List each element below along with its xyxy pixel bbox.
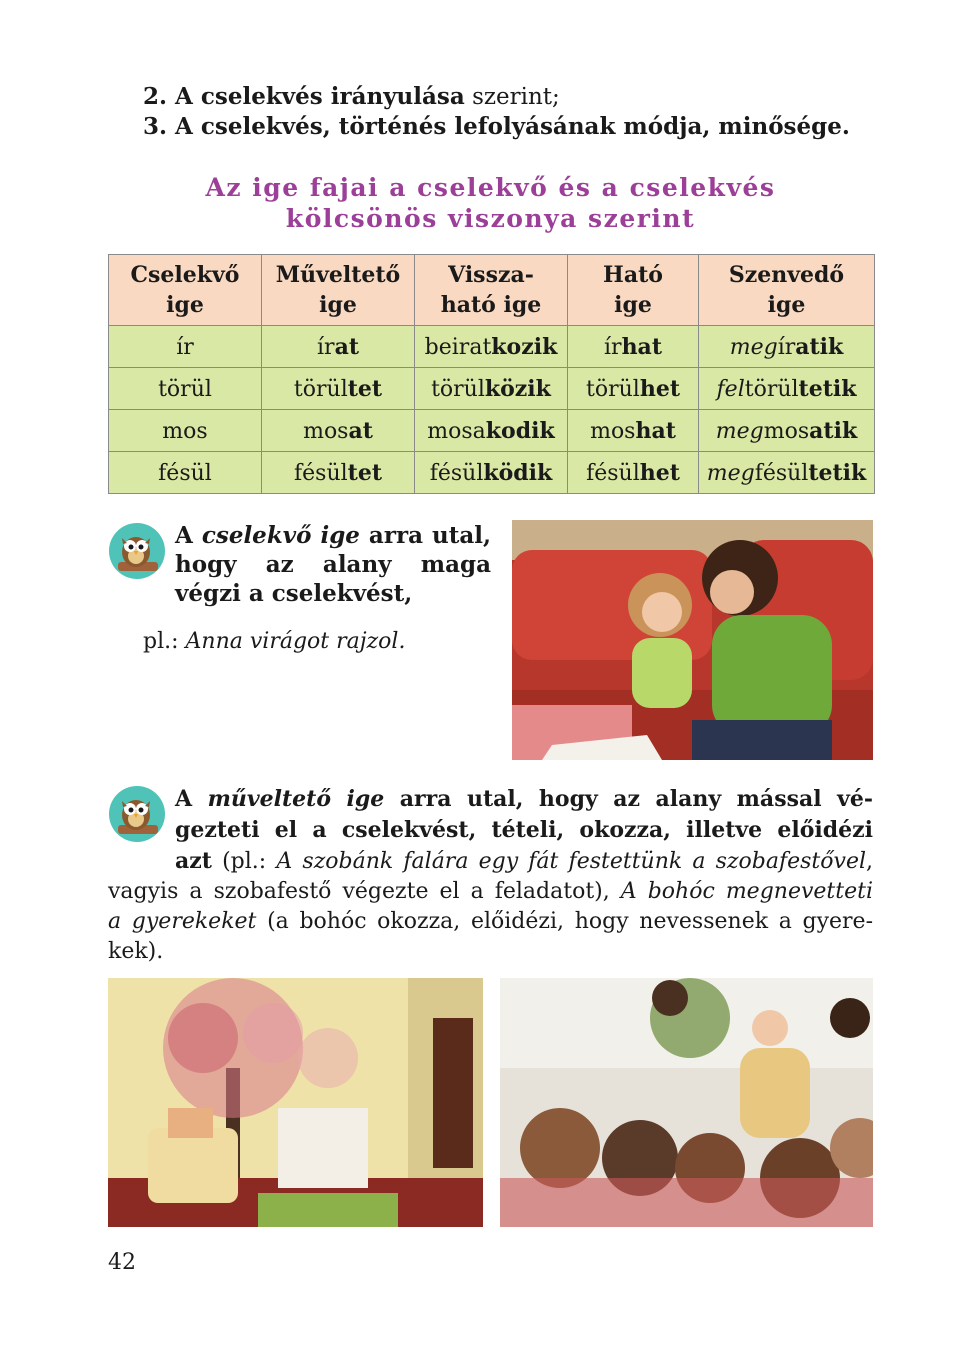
- definition-causative-verb: [108, 784, 873, 967]
- table-cell: beiratkozik: [415, 326, 568, 368]
- list-item-2: 2. A cselekvés irányulása szerint;: [143, 83, 560, 110]
- table-row: [109, 410, 875, 452]
- table-cell: mos: [109, 410, 262, 452]
- page-number: 42: [108, 1250, 136, 1275]
- definition-line: gezteti el a cselekvést, tételi, okozza, illetve előidézi: [175, 817, 873, 843]
- definition-line: a gyerekeket (a bohóc okozza, előidézi, hogy nevessenek a gyere-: [108, 909, 874, 934]
- table-row: [109, 452, 875, 494]
- table-cell: ír: [109, 326, 262, 368]
- example-text: pl.: Anna virágot rajzol.: [143, 629, 406, 654]
- table-cell: fésül: [109, 452, 262, 494]
- table-header-row: [109, 255, 875, 326]
- table-cell: írat: [262, 326, 415, 368]
- definition-line: kek).: [108, 939, 164, 964]
- table-cell: törültet: [262, 368, 415, 410]
- table-cell: mosat: [262, 410, 415, 452]
- table-cell: megmosatik: [699, 410, 875, 452]
- photo-mother-daughter-drawing: [512, 520, 873, 760]
- table-cell: fésültet: [262, 452, 415, 494]
- header-cell: Cselekvő ige: [109, 255, 262, 326]
- owl-icon: [108, 522, 166, 580]
- definition-line: azt (pl.: A szobánk falára egy fát festettünk a szobafestővel,: [175, 848, 874, 874]
- header-cell: Ható ige: [568, 255, 699, 326]
- header-cell: Műveltető ige: [262, 255, 415, 326]
- table-cell: törül: [109, 368, 262, 410]
- definition-line: A cselekvő ige arra utal,: [175, 522, 491, 549]
- definition-line: végzi a cselekvést,: [175, 580, 413, 607]
- table-cell: fésülhet: [568, 452, 699, 494]
- table-cell: törülközik: [415, 368, 568, 410]
- definition-line: hogy az alany maga: [175, 551, 491, 578]
- table-cell: fésülködik: [415, 452, 568, 494]
- table-cell: írhat: [568, 326, 699, 368]
- table-cell: megfésültetik: [699, 452, 875, 494]
- header-cell: Vissza- ható ige: [415, 255, 568, 326]
- table-cell: feltörültetik: [699, 368, 875, 410]
- definition-active-verb: [175, 521, 491, 608]
- photo-clown-children: [500, 978, 873, 1227]
- table-cell: moshat: [568, 410, 699, 452]
- list-item-3: 3. A cselekvés, történés lefolyásának módja, minősége.: [143, 113, 850, 140]
- definition-line: A műveltető ige arra utal, hogy az alany mással vé-: [175, 786, 873, 812]
- table-cell: mosakodik: [415, 410, 568, 452]
- table-cell: törülhet: [568, 368, 699, 410]
- criteria-list: [143, 82, 850, 142]
- header-cell: Szenvedő ige: [699, 255, 875, 326]
- table-cell: megíratik: [699, 326, 875, 368]
- section-heading: Az ige fajai a cselekvő és a cselekvés kölcsönös viszonya szerint: [205, 173, 776, 233]
- photo-tree-mural-room: [108, 978, 483, 1227]
- definition-line: vagyis a szobafestő végezte el a feladatot), A bohóc megnevetteti: [108, 879, 873, 904]
- verb-types-table: [108, 254, 875, 494]
- table-row: [109, 368, 875, 410]
- table-row: [109, 326, 875, 368]
